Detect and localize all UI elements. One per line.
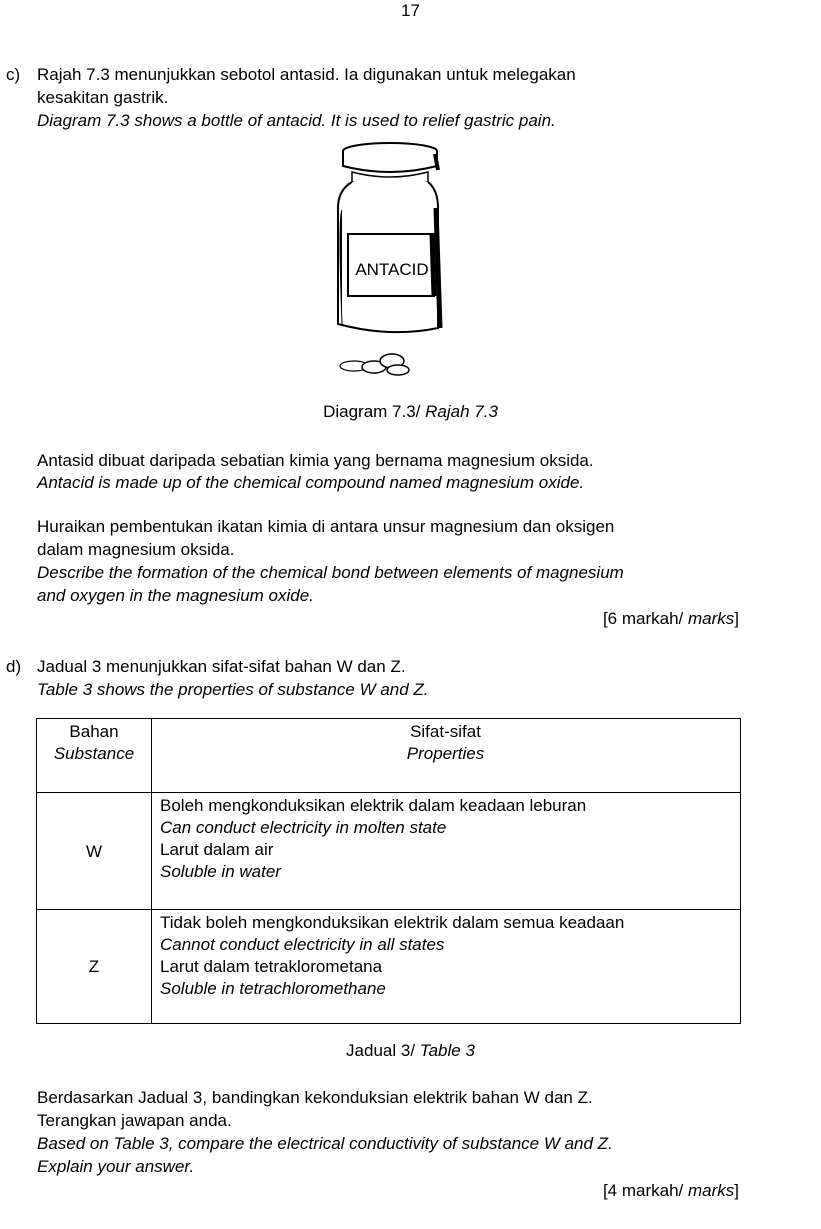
- part-d-intro-en: Table 3 shows the properties of substance W and Z.: [37, 680, 429, 699]
- statement-en: Antacid is made up of the chemical compound named magnesium oxide.: [37, 473, 585, 492]
- header-substance: Bahan Substance: [37, 719, 152, 793]
- question-d-ms-2: Terangkan jawapan anda.: [37, 1111, 232, 1130]
- question-c-ms-2: dalam magnesium oksida.: [37, 540, 235, 559]
- part-d-marks: [4 markah/ marks]: [602, 1181, 739, 1200]
- question-c-en-2: and oxygen in the magnesium oxide.: [37, 586, 314, 605]
- part-c-intro-ms-2: kesakitan gastrik.: [37, 88, 169, 107]
- part-c-label: c): [6, 65, 21, 84]
- header-properties: Sifat-sifat Properties: [152, 719, 741, 793]
- question-d-en-2: Explain your answer.: [37, 1157, 195, 1176]
- part-c-intro-ms-1: Rajah 7.3 menunjukkan sebotol antasid. Ia digunakan untuk melegakan: [37, 65, 576, 84]
- question-c-ms-1: Huraikan pembentukan ikatan kimia di antara unsur magnesium dan oksigen: [37, 517, 615, 536]
- diagram-caption: Diagram 7.3/ Rajah 7.3: [323, 402, 498, 421]
- question-c-en-1: Describe the formation of the chemical bond between elements of magnesium: [37, 563, 624, 582]
- question-d-ms-1: Berdasarkan Jadual 3, bandingkan kekonduksian elektrik bahan W dan Z.: [37, 1088, 593, 1107]
- part-c-marks: [6 markah/ marks]: [602, 609, 739, 628]
- properties-cell: Boleh mengkonduksikan elektrik dalam keadaan leburan Can conduct electricity in molten state Larut dalam air Soluble in water: [152, 793, 741, 910]
- part-d-intro-ms: Jadual 3 menunjukkan sifat-sifat bahan W dan Z.: [37, 657, 406, 676]
- page-number: 17: [401, 1, 420, 20]
- properties-table: [36, 718, 741, 1024]
- table-row: [37, 910, 741, 1024]
- table-row: [37, 793, 741, 910]
- bottle-label-text: ANTACID: [355, 260, 429, 279]
- part-d-label: d): [6, 657, 22, 676]
- part-c-intro-en: Diagram 7.3 shows a bottle of antacid. It is used to relief gastric pain.: [37, 111, 556, 130]
- table-header-row: [37, 719, 741, 793]
- antacid-bottle-illustration: [330, 138, 460, 378]
- substance-cell: Z: [37, 910, 152, 1024]
- statement-ms: Antasid dibuat daripada sebatian kimia yang bernama magnesium oksida.: [37, 451, 594, 470]
- substance-cell: W: [37, 793, 152, 910]
- table-caption: Jadual 3/ Table 3: [346, 1041, 475, 1060]
- properties-cell: Tidak boleh mengkonduksikan elektrik dalam semua keadaan Cannot conduct electricity in all states Larut dalam tetraklorometana Soluble in tetrachloromethane: [152, 910, 741, 1024]
- question-d-en-1: Based on Table 3, compare the electrical conductivity of substance W and Z.: [37, 1134, 613, 1153]
